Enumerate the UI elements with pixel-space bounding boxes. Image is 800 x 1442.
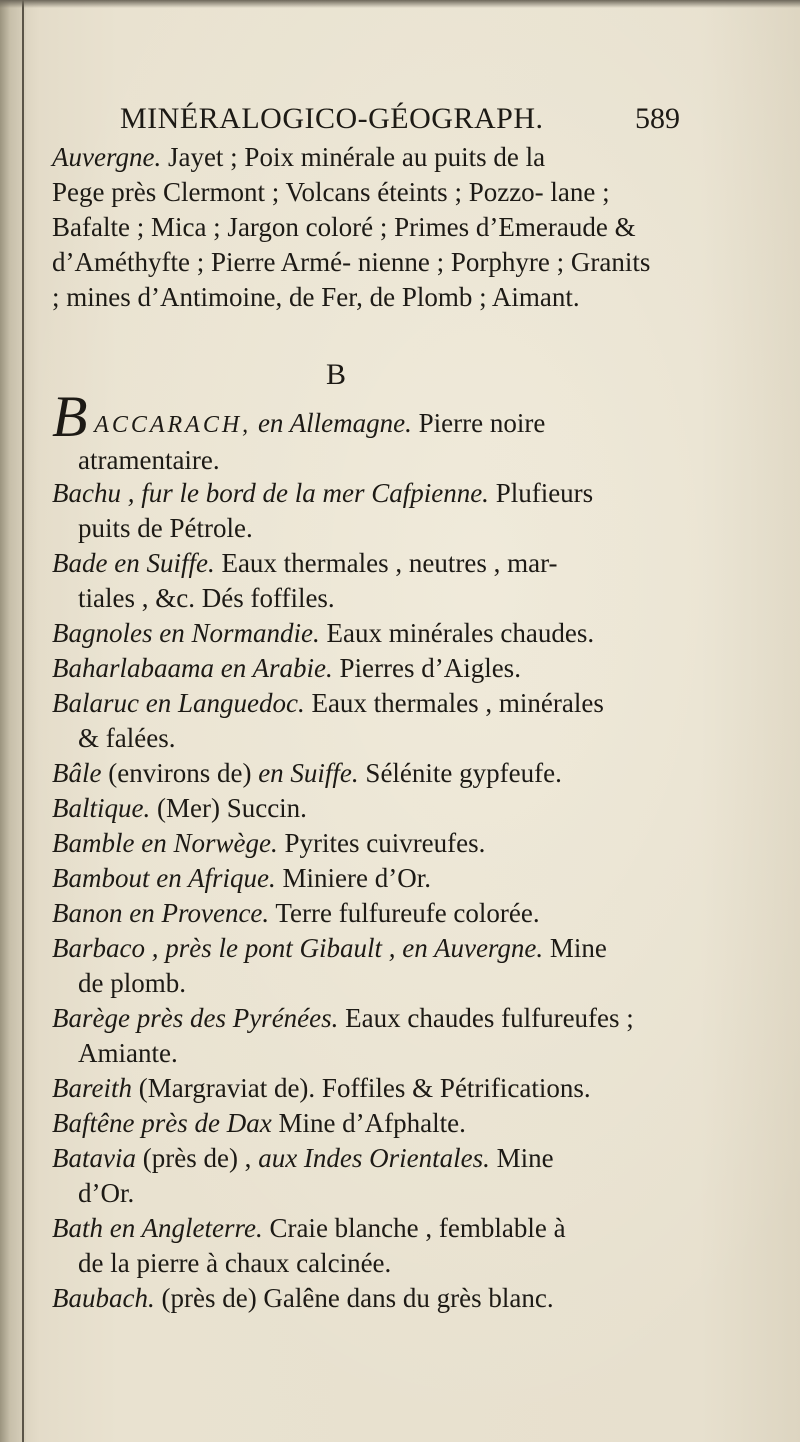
page-edge-line (22, 0, 24, 1442)
entry-headword: Banon en Provence. (52, 898, 270, 928)
entry-headword: Bachu , fur le bord de la mer Cafpienne. (52, 478, 489, 508)
top-edge-shadow (0, 0, 800, 8)
page-number: 589 (635, 102, 680, 135)
gazetteer-entry (52, 1141, 662, 1211)
entry-text: Sélénite gypfeufe. (358, 758, 562, 788)
entry-text: (Mer) Succin. (150, 793, 307, 823)
entry-headword: ACCARACH, (94, 412, 252, 438)
entry-continuation: & falées. (78, 723, 176, 753)
entry-text: Mine (543, 933, 607, 963)
section-heading-letter: B (326, 358, 347, 391)
gazetteer-entries (52, 476, 662, 1316)
entry-headword: Bâle (52, 758, 102, 788)
entry-text: Pyrites cuivreufes. (277, 828, 486, 858)
entry-text: Eaux thermales , minérales (304, 688, 604, 718)
entry-text: Miniere d’Or. (275, 863, 431, 893)
entry-headword: Baubach. (52, 1283, 155, 1313)
gazetteer-entry (52, 1001, 662, 1071)
drop-cap: B (52, 384, 88, 449)
entry-headword: Bagnoles en Normandie. (52, 618, 320, 648)
entry-headword: Bath en Angleterre. (52, 1213, 263, 1243)
auvergne-entry (52, 140, 662, 315)
entry-text-line: d’Emeraude & d’Améthyfte ; Pierre Armé- (52, 212, 636, 277)
entry-headword: Baltique. (52, 793, 151, 823)
entry-headword: Bareith (52, 1073, 132, 1103)
entry-place: aux Indes Orientales. (258, 1143, 490, 1173)
entry-headword: Baharlabaama en Arabie. (52, 653, 333, 683)
entry-continuation: de la pierre à chaux calcinée. (78, 1248, 392, 1278)
gazetteer-entry (52, 476, 662, 546)
entry-text: (près de) , (135, 1143, 259, 1173)
gazetteer-entry (52, 1071, 662, 1106)
entry-text-line: Pege près Clermont ; Volcans éteints ; Pozzo- (52, 177, 544, 207)
entry-headword: Bade en Suiffe. (52, 548, 215, 578)
running-title: MINÉRALOGICO-GÉOGRAPH. (120, 102, 544, 135)
entry-text: Mine (489, 1143, 554, 1173)
entry-text-line: de Fer, de Plomb ; Aimant. (288, 282, 580, 312)
gazetteer-entry (52, 1281, 662, 1316)
entry-text: Pierre noire (418, 408, 546, 438)
entry-headword: Batavia (52, 1143, 136, 1173)
gazetteer-entry (52, 756, 662, 791)
entry-text-line: lane ; Bafalte ; Mica ; Jargon coloré ; Primes (52, 177, 610, 242)
gazetteer-entry (52, 931, 662, 1001)
entry-headword: Bambout en Afrique. (52, 863, 276, 893)
entry-headword: Bamble en Norwège. (52, 828, 278, 858)
entry-continuation: puits de Pétrole. (78, 513, 253, 543)
gazetteer-entry (52, 651, 662, 686)
gazetteer-entry (52, 896, 662, 931)
entry-text: (près de) Galêne dans du grès blanc. (154, 1283, 554, 1313)
entry-headword: Balaruc en Languedoc. (52, 688, 305, 718)
entry-headword: Barbaco , près le pont Gibault , en Auvergne. (52, 933, 544, 963)
entry-headword: Baftêne près de Dax (52, 1108, 272, 1138)
entry-headword: Auvergne. (52, 142, 162, 172)
gazetteer-entry (52, 826, 662, 861)
gazetteer-entry (52, 1211, 662, 1281)
entry-text: Terre fulfureufe colorée. (269, 898, 540, 928)
gazetteer-entry (52, 616, 662, 651)
entry-place: en Allemagne. (257, 408, 412, 438)
entry-continuation: de plomb. (78, 968, 186, 998)
entry-headword: Barège près des Pyrénées. (52, 1003, 339, 1033)
entry-text: (environs de) (101, 758, 259, 788)
entry-text: Craie blanche , femblable à (262, 1213, 566, 1243)
baccarach-entry (52, 384, 662, 478)
entry-text-line: Jayet ; Poix minérale au puits de la (167, 142, 546, 172)
gazetteer-entry (52, 546, 662, 616)
entry-text: Mine d’Afphalte. (271, 1108, 466, 1138)
entry-text-line: nienne ; Porphyre ; Granits ; mines d’Antimoine, (52, 247, 651, 312)
entry-text: Eaux minérales chaudes. (319, 618, 595, 648)
entry-continuation: d’Or. (78, 1178, 135, 1208)
entry-text: Eaux thermales , neutres , mar- (214, 548, 558, 578)
gazetteer-entry (52, 791, 662, 826)
entry-continuation: Amiante. (78, 1038, 178, 1068)
entry-text: Plufieurs (488, 478, 594, 508)
entry-text: Eaux chaudes fulfureufes ; (338, 1003, 634, 1033)
gazetteer-entry (52, 861, 662, 896)
entry-continuation: tiales , &c. Dés foffiles. (78, 583, 335, 613)
gazetteer-entry (52, 1106, 662, 1141)
gazetteer-entry (52, 686, 662, 756)
entry-text: Pierres d’Aigles. (332, 653, 521, 683)
entry-place: en Suiffe. (258, 758, 359, 788)
running-header (120, 102, 680, 142)
entry-continuation: atramentaire. (78, 445, 220, 475)
entry-text: (Margraviat de). Foffiles & Pétrifications. (132, 1073, 591, 1103)
